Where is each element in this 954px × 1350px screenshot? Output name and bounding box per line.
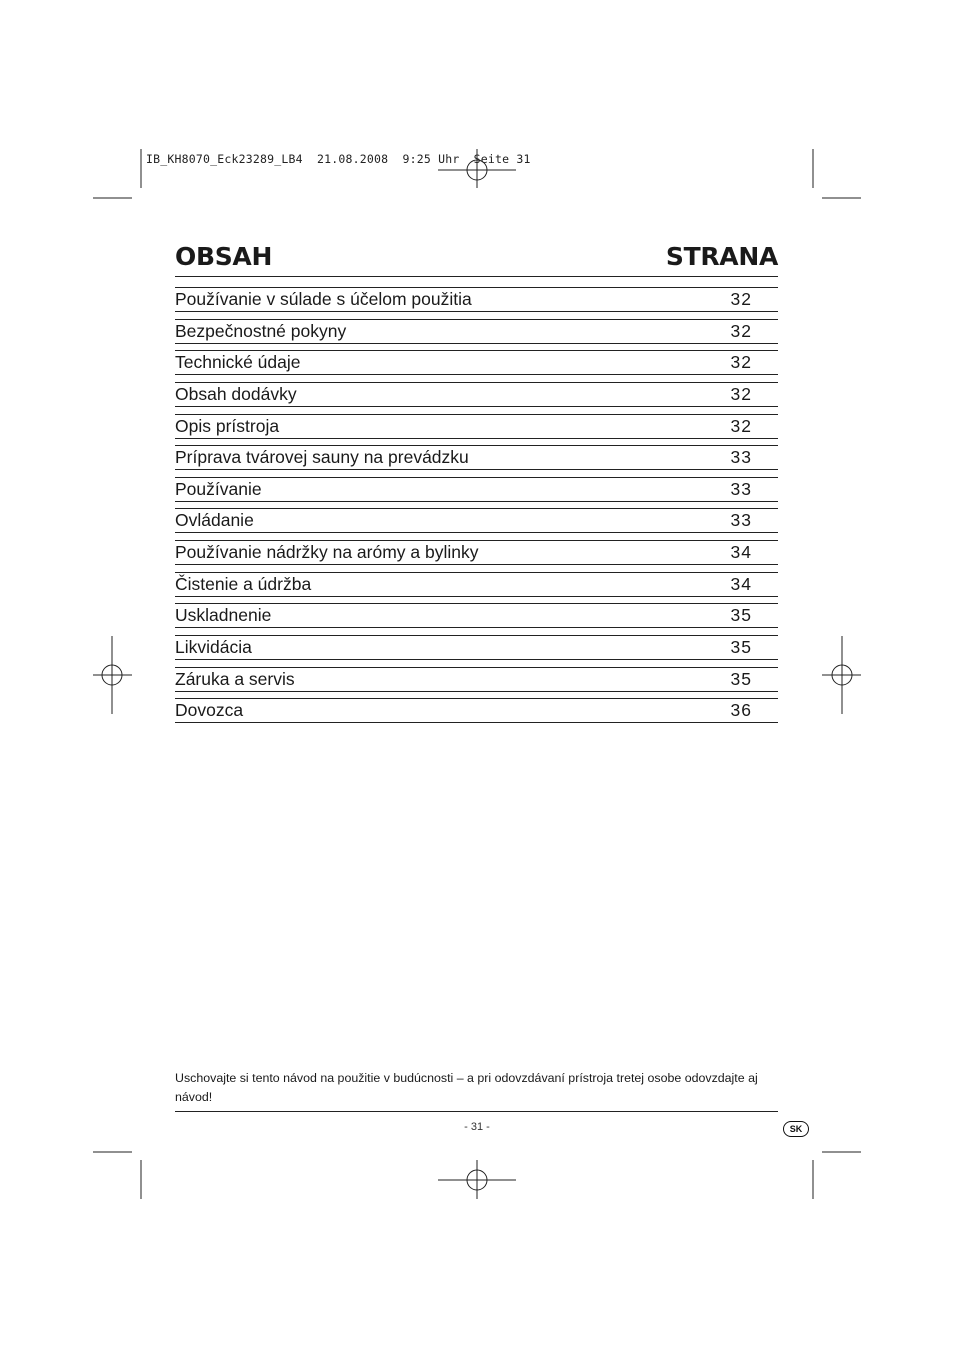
toc-entry-page: 32 <box>730 352 752 373</box>
toc-entry[interactable] <box>175 667 778 692</box>
toc-entry-page: 34 <box>730 573 752 594</box>
toc-entry-label: Čistenie a údržba <box>175 573 312 594</box>
toc-entry[interactable] <box>175 350 778 375</box>
toc-entry-page: 35 <box>730 637 752 658</box>
toc-entry[interactable] <box>175 572 778 597</box>
toc-entry[interactable] <box>175 635 778 660</box>
keep-manual-note: Uschovajte si tento návod na použitie v budúcnosti – a pri odovzdávaní prístroja tretej osobe odovzdajte aj návod! <box>175 1071 758 1104</box>
toc-entry-page: 32 <box>730 415 752 436</box>
footer-divider <box>175 1111 778 1112</box>
toc-entry[interactable] <box>175 698 778 723</box>
toc-entry-page: 32 <box>730 320 752 341</box>
toc-entry-label: Opis prístroja <box>175 415 280 436</box>
toc-entry-label: Ovládanie <box>175 510 254 531</box>
toc-entry[interactable] <box>175 477 778 502</box>
toc-entry[interactable] <box>175 319 778 344</box>
toc-entry-label: Záruka a servis <box>175 668 295 689</box>
toc-entry-page: 33 <box>730 510 752 531</box>
toc-entry-page: 36 <box>730 700 752 721</box>
toc-entry-page: 33 <box>730 447 752 468</box>
toc-entry-label: Technické údaje <box>175 352 301 373</box>
toc-entry-label: Bezpečnostné pokyny <box>175 320 347 341</box>
toc-entry-label: Dovozca <box>175 700 244 721</box>
page-number: - 31 - <box>464 1121 490 1133</box>
toc-entry-label: Používanie v súlade s účelom použitia <box>175 289 472 309</box>
toc-entry-label: Príprava tvárovej sauny na prevádzku <box>175 447 469 468</box>
toc-entry-label: Používanie nádržky na arómy a bylinky <box>175 542 479 563</box>
toc-entry[interactable] <box>175 382 778 407</box>
toc-entry-page: 33 <box>730 478 752 499</box>
toc-entry[interactable] <box>175 540 778 565</box>
toc-entry-page: 32 <box>730 289 752 309</box>
toc-entry-label: Používanie <box>175 478 262 499</box>
toc-entry-page: 35 <box>730 605 752 626</box>
print-slug-header: IB_KH8070_Eck23289_LB4 21.08.2008 9:25 Uhr Seite 31 <box>146 152 531 166</box>
toc-title-row <box>175 242 778 277</box>
toc-entry[interactable] <box>175 603 778 628</box>
page-column-title: STRANA <box>665 242 778 271</box>
toc-entry-label: Uskladnenie <box>175 605 272 626</box>
language-badge: SK <box>783 1121 809 1137</box>
toc-entry-label: Obsah dodávky <box>175 383 297 404</box>
toc-entry[interactable] <box>175 287 778 312</box>
table-of-contents <box>175 287 778 730</box>
contents-title: OBSAH <box>175 242 273 271</box>
toc-entry-page: 32 <box>730 383 752 404</box>
toc-entry[interactable] <box>175 445 778 470</box>
toc-entry-label: Likvidácia <box>175 637 252 658</box>
toc-entry[interactable] <box>175 414 778 439</box>
toc-entry-page: 35 <box>730 668 752 689</box>
toc-entry-page: 34 <box>730 542 752 563</box>
toc-entry[interactable] <box>175 508 778 533</box>
